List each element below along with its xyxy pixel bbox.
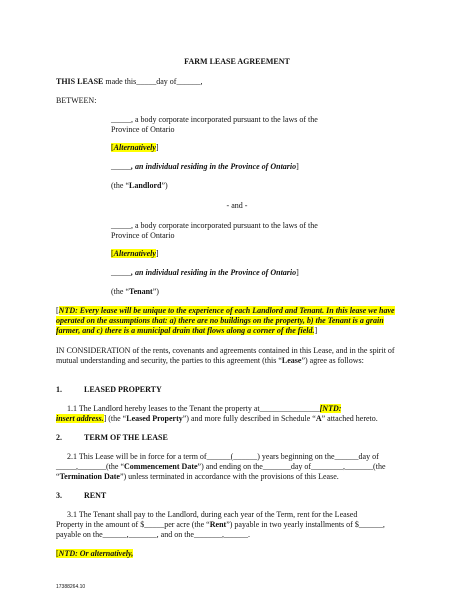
ntd-note-line1 xyxy=(56,306,395,316)
s2-line1: 2.1 This Lease will be in force for a term of______(______) years beginning on the______day of xyxy=(67,452,379,461)
s1-ntd-close: ] xyxy=(103,414,107,423)
tenant-indiv-text: , an individual residing in the Province of Ontario xyxy=(131,268,297,277)
and-separator: - and - xyxy=(226,201,248,210)
landlord-indiv-close: ] xyxy=(296,162,299,171)
tenant-individual-line xyxy=(111,268,299,278)
tenant-indiv-close: ] xyxy=(296,268,299,277)
s1-ntd-open: [NTD: xyxy=(319,404,342,413)
landlord-province-line: Province of Ontario xyxy=(111,125,175,134)
landlord-role-line xyxy=(111,181,168,191)
landlord-role: Landlord xyxy=(129,181,162,190)
document-title: FARM LEASE AGREEMENT xyxy=(184,57,290,66)
opening-lead: THIS LEASE xyxy=(56,77,104,86)
consideration-lease-term: Lease xyxy=(281,356,302,365)
s2-line3 xyxy=(56,472,339,482)
ntd-note-line3 xyxy=(56,326,317,336)
landlord-individual-line xyxy=(111,162,299,172)
ntd-note-line2 xyxy=(56,316,384,326)
tenant-alt-open: [ xyxy=(111,249,114,258)
s3-line1: 3.1 The Tenant shall pay to the Landlord, during each year of the Term, rent for the Leased xyxy=(67,510,358,519)
section-1-number: 1. xyxy=(56,385,62,394)
s1-line1 xyxy=(67,404,341,414)
ntd-alt-text: NTD: Or alternatively, xyxy=(58,549,134,558)
section-1-title: LEASED PROPERTY xyxy=(84,385,162,394)
ntd-note-text-2: operated on the assumptions that: a) there are no buildings on the property, b) the Tenant is a grain xyxy=(56,316,384,325)
s2-line3-post: ”) unless terminated in accordance with the provisions of this Lease. xyxy=(119,472,339,481)
s1-line2-mid: ”) and more fully described in Schedule “ xyxy=(182,414,316,423)
s2-line3-pre: “ xyxy=(56,472,60,481)
tenant-corporate-line: _____, a body corporate incorporated pursuant to the laws of the xyxy=(111,221,318,230)
tenant-role-open: (the “ xyxy=(111,287,129,296)
tenant-province-line: Province of Ontario xyxy=(111,231,175,240)
s3-line2-post: ”) payable in two yearly installments of $______, xyxy=(226,520,385,529)
tenant-alternatively xyxy=(111,249,159,259)
tenant-alt-label: Alternatively xyxy=(113,249,156,258)
tenant-indiv-blank: _____ xyxy=(111,268,131,277)
s3-line2 xyxy=(56,520,385,530)
landlord-alt-open: [ xyxy=(111,143,114,152)
ntd-note-close: ] xyxy=(314,326,318,335)
s1-leased-property-term: Leased Property xyxy=(126,414,183,423)
s1-schedule-a: A xyxy=(315,414,322,423)
s1-line2-pre: (the “ xyxy=(106,414,127,423)
s3-line3: payable on the______,_______, and on the_______,______. xyxy=(56,530,250,539)
section-2-title: TERM OF THE LEASE xyxy=(84,433,168,442)
s3-line2-pre: Property in the amount of $_____per acre (the “ xyxy=(56,520,210,529)
s1-line2-post: ” attached hereto. xyxy=(321,414,378,423)
ntd-note-text-3: farmer, and c) there is a municipal drain that flows along a corner of the field. xyxy=(56,326,315,335)
section-3-title: RENT xyxy=(84,491,107,500)
s2-commencement-date-term: Commencement Date xyxy=(124,462,198,471)
ntd-note-text-1: NTD: Every lease will be unique to the experience of each Landlord and Tenant. In this lease we have xyxy=(58,306,395,315)
landlord-alternatively xyxy=(111,143,159,153)
landlord-corporate-line: _____, a body corporate incorporated pursuant to the laws of the xyxy=(111,115,318,124)
section-2-number: 2. xyxy=(56,433,62,442)
ntd-alt-open: [ xyxy=(56,549,59,558)
s1-line2 xyxy=(56,414,378,424)
opening-line xyxy=(56,77,202,87)
between-label: BETWEEN: xyxy=(56,96,97,105)
s1-line1-text: 1.1 The Landlord hereby leases to the Tenant the property at_______________ xyxy=(67,404,320,413)
landlord-indiv-text: , an individual residing in the Province of Ontario xyxy=(131,162,297,171)
consideration-post: ”) agree as follows: xyxy=(301,356,364,365)
consideration-line2 xyxy=(56,356,364,366)
tenant-alt-close: ] xyxy=(155,249,159,258)
tenant-role-close: ”) xyxy=(152,287,159,296)
landlord-role-open: (the “ xyxy=(111,181,129,190)
consideration-pre: mutual understanding and security, the parties to this agreement (this “ xyxy=(56,356,282,365)
s2-line2-pre: _____,_______(the “ xyxy=(56,462,124,471)
landlord-role-close: ”) xyxy=(161,181,168,190)
s1-ntd-text: insert address. xyxy=(56,414,104,423)
s3-rent-term: Rent xyxy=(209,520,227,529)
s2-line2 xyxy=(56,462,386,472)
consideration-line1: IN CONSIDERATION of the rents, covenants and agreements contained in this Lease, and in the spirit of xyxy=(56,346,395,355)
landlord-alt-close: ] xyxy=(155,143,159,152)
ntd-note-bracket: [ xyxy=(56,306,59,315)
opening-text: made this_____day of______, xyxy=(103,77,203,86)
landlord-indiv-blank: _____ xyxy=(111,162,131,171)
tenant-role: Tenant xyxy=(129,287,153,296)
document-footer-id: 17388264.10 xyxy=(56,584,86,590)
landlord-alt-label: Alternatively xyxy=(113,143,156,152)
s2-termination-date-term: Termination Date xyxy=(59,472,120,481)
s2-line2-post: ”) and ending on the_______day of________,_______(the xyxy=(197,462,386,471)
section-3-number: 3. xyxy=(56,491,62,500)
ntd-alternatively xyxy=(56,549,133,559)
tenant-role-line xyxy=(111,287,159,297)
